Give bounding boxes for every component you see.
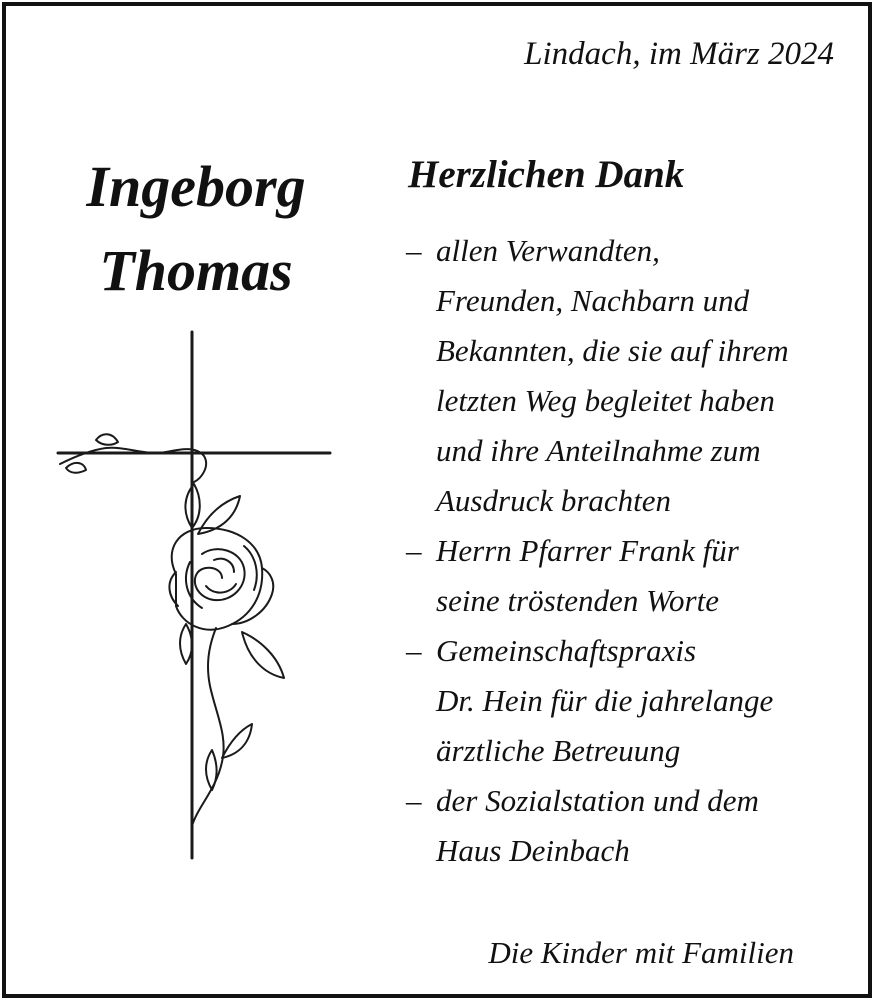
- thanks-line: Freunden, Nachbarn und: [436, 283, 750, 318]
- deceased-first-name: Ingeborg: [86, 154, 306, 219]
- thanks-line: der Sozialstation und dem: [436, 783, 759, 818]
- thanks-line: Bekannten, die sie auf ihrem: [436, 333, 789, 368]
- thanks-line: Haus Deinbach: [436, 833, 630, 868]
- thanks-line: Gemeinschaftspraxis: [436, 633, 697, 668]
- thanks-line: Dr. Hein für die jahrelange: [436, 683, 774, 718]
- thanks-item: [406, 776, 856, 876]
- place-date: Lindach, im März 2024: [524, 36, 834, 72]
- signature: Die Kinder mit Familien: [488, 935, 794, 970]
- dash-marker: –: [406, 533, 422, 568]
- thanks-title: Herzlichen Dank: [408, 153, 685, 196]
- dash-marker: –: [406, 633, 422, 668]
- obituary-notice: [2, 2, 872, 998]
- thanks-item: [406, 626, 856, 776]
- dash-marker: –: [406, 233, 422, 268]
- dash-marker: –: [406, 783, 422, 818]
- thanks-line: Ausdruck brachten: [436, 483, 672, 518]
- thanks-line: und ihre Anteilnahme zum: [436, 433, 761, 468]
- thanks-line: seine tröstenden Worte: [436, 583, 719, 618]
- deceased-last-name: Thomas: [99, 238, 293, 303]
- thanks-item: [406, 226, 856, 526]
- thanks-line: ärztliche Betreuung: [436, 733, 681, 768]
- thanks-line: letzten Weg begleitet haben: [436, 383, 775, 418]
- thanks-item: [406, 526, 856, 626]
- thanks-line: Herrn Pfarrer Frank für: [436, 533, 739, 568]
- thanks-line: allen Verwandten,: [436, 233, 660, 268]
- thanks-list: [406, 226, 856, 876]
- cross-with-rose-icon: [46, 306, 366, 886]
